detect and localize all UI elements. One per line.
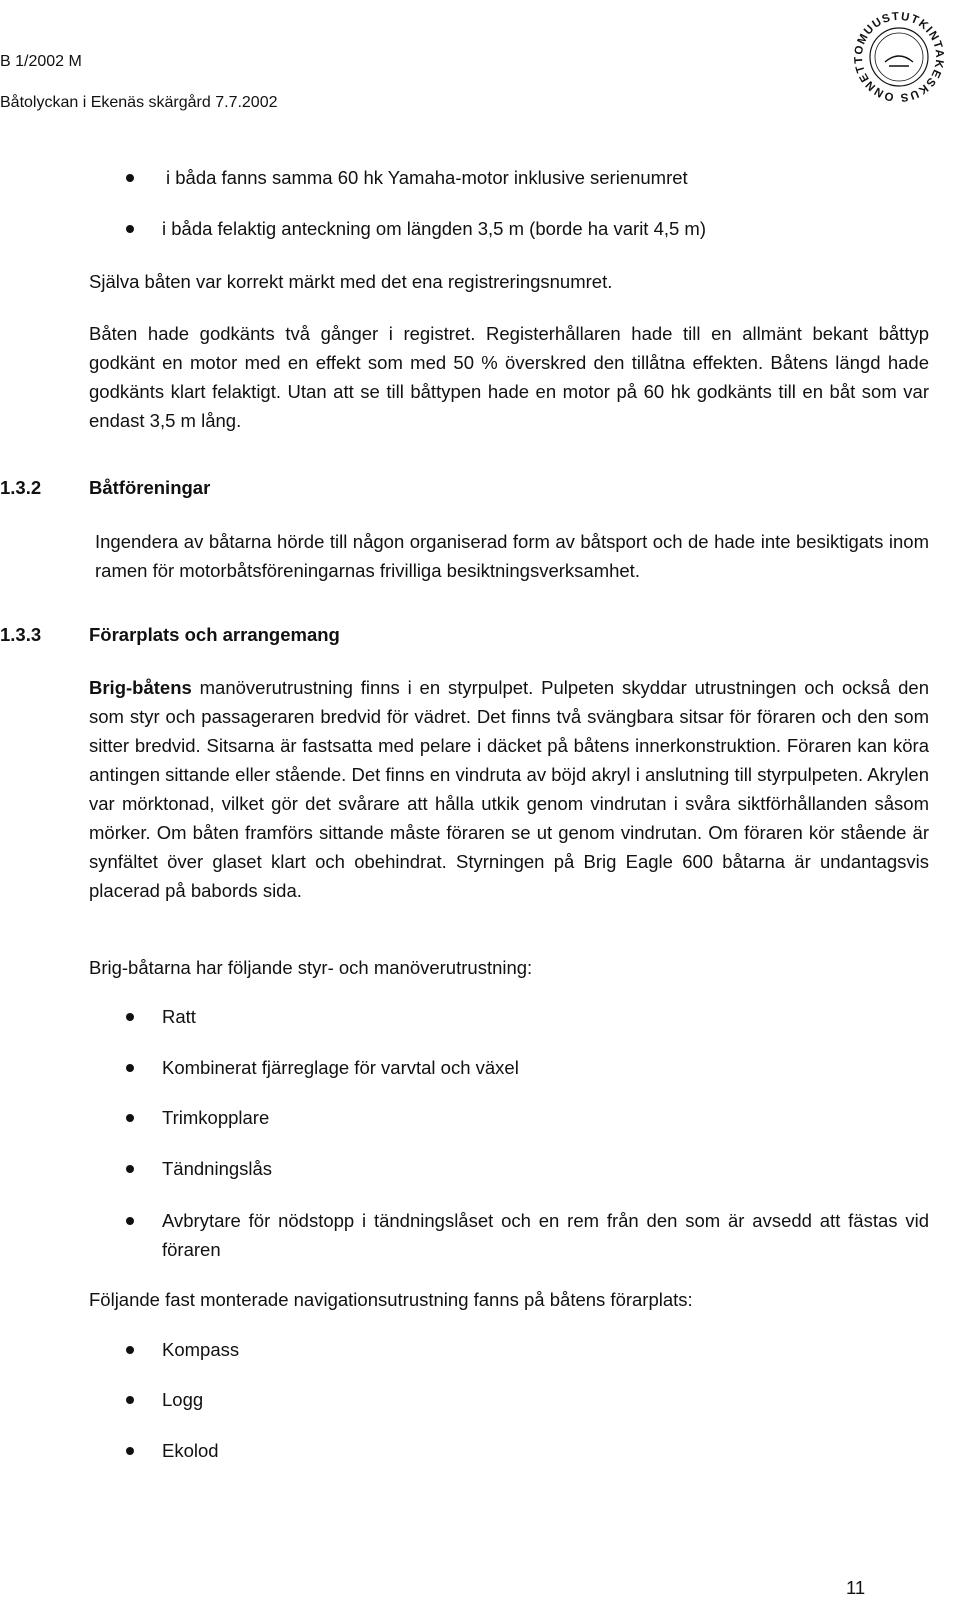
bullet-dot — [126, 1217, 134, 1225]
bullet-dot — [126, 1165, 134, 1173]
bullet-dot — [126, 1013, 134, 1021]
list-item: i båda felaktig anteckning om längden 3,5 m (borde ha varit 4,5 m) — [162, 218, 707, 239]
svg-text:ONNETTOMUUSTUTKINTAKESKUS: ONNETTOMUUSTUTKINTAKESKUS — [852, 10, 946, 104]
paragraph-registry: Båten hade godkänts två gånger i registret. Registerhållaren hade till en allmänt bekant båttyp godkänt en motor med en effekt som med 50 % överskred den tillåtna effekten. Båtens längd hade godkänts klart felaktigt. Utan att se till båttypen hade en motor på 60 hk godkänts till en båt som var endast 3,5 m lång. — [89, 323, 929, 431]
bullet-dot — [126, 1346, 134, 1354]
list-item: Avbrytare för nödstopp i tändningslåset och en rem från den som är avsedd att fästas vid föraren — [162, 1210, 929, 1260]
bullet-dot — [126, 1447, 134, 1455]
section-body: Ingendera av båtarna hörde till någon organiserad form av båtsport och de hade inte besiktigats inom ramen för motorbåtsföreningarnas frivilliga besiktningsverksamhet. — [95, 531, 929, 581]
list-item: Ekolod — [162, 1440, 219, 1461]
list-item: Kompass — [162, 1339, 240, 1360]
section-heading: Förarplats och arrangemang — [89, 624, 340, 645]
navigation-intro: Följande fast monterade navigationsutrustning fanns på båtens förarplats: — [89, 1289, 693, 1310]
list-item: i båda fanns samma 60 hk Yamaha-motor inklusive serienumret — [166, 167, 688, 188]
body-text: manöverutrustning finns i en styrpulpet. Pulpeten skyddar utrustningen och också den som styr och passageraren bredvid för vädret. Det finns två svängbara sitsar för föraren och den som sitter bredvid. Sitsarna är fastsatta med pelare i däcket på båtens innerkonstruktion. Föraren kan köra antingen sittande eller stående. Det finns en vindruta av böjd akryl i anslutning till styrpulpeten. Akrylen var mörktonad, vilket gör det svårare att hålla utkik genom vindrutan i svåra siktförhållanden såsom mörker. Om båten framförs sittande måste föraren se ut genom vindrutan. Om föraren kör stående är synfältet över glaset klart och obehindrat. Styrningen på Brig Eagle 600 båtarna är undantagsvis placerad på babords sida. — [89, 677, 929, 901]
bullet-dot — [126, 1064, 134, 1072]
list-item: Tändningslås — [162, 1158, 273, 1179]
document-subtitle: Båtolyckan i Ekenäs skärgård 7.7.2002 — [0, 94, 278, 111]
list-item: Kombinerat fjärreglage för varvtal och växel — [162, 1057, 519, 1078]
section-number: 1.3.2 — [0, 477, 42, 498]
section-heading: Båtföreningar — [89, 477, 211, 498]
bold-term: Brig-båtens — [89, 677, 192, 698]
paragraph-marking: Själva båten var korrekt märkt med det ena registreringsnumret. — [89, 271, 613, 292]
bullet-dot — [126, 1396, 134, 1404]
bullet-dot — [126, 1114, 134, 1122]
list-item: Ratt — [162, 1006, 196, 1027]
section-number: 1.3.3 — [0, 624, 42, 645]
page-number: 11 — [846, 1577, 866, 1598]
section-body — [89, 673, 929, 905]
list-item: Trimkopplare — [162, 1107, 270, 1128]
bullet-dot — [126, 225, 134, 233]
accident-investigation-seal — [845, 6, 953, 108]
controls-intro: Brig-båtarna har följande styr- och manöverutrustning: — [89, 957, 533, 978]
list-item: Logg — [162, 1389, 204, 1410]
document-id: B 1/2002 M — [0, 53, 82, 70]
bullet-dot — [126, 174, 134, 182]
